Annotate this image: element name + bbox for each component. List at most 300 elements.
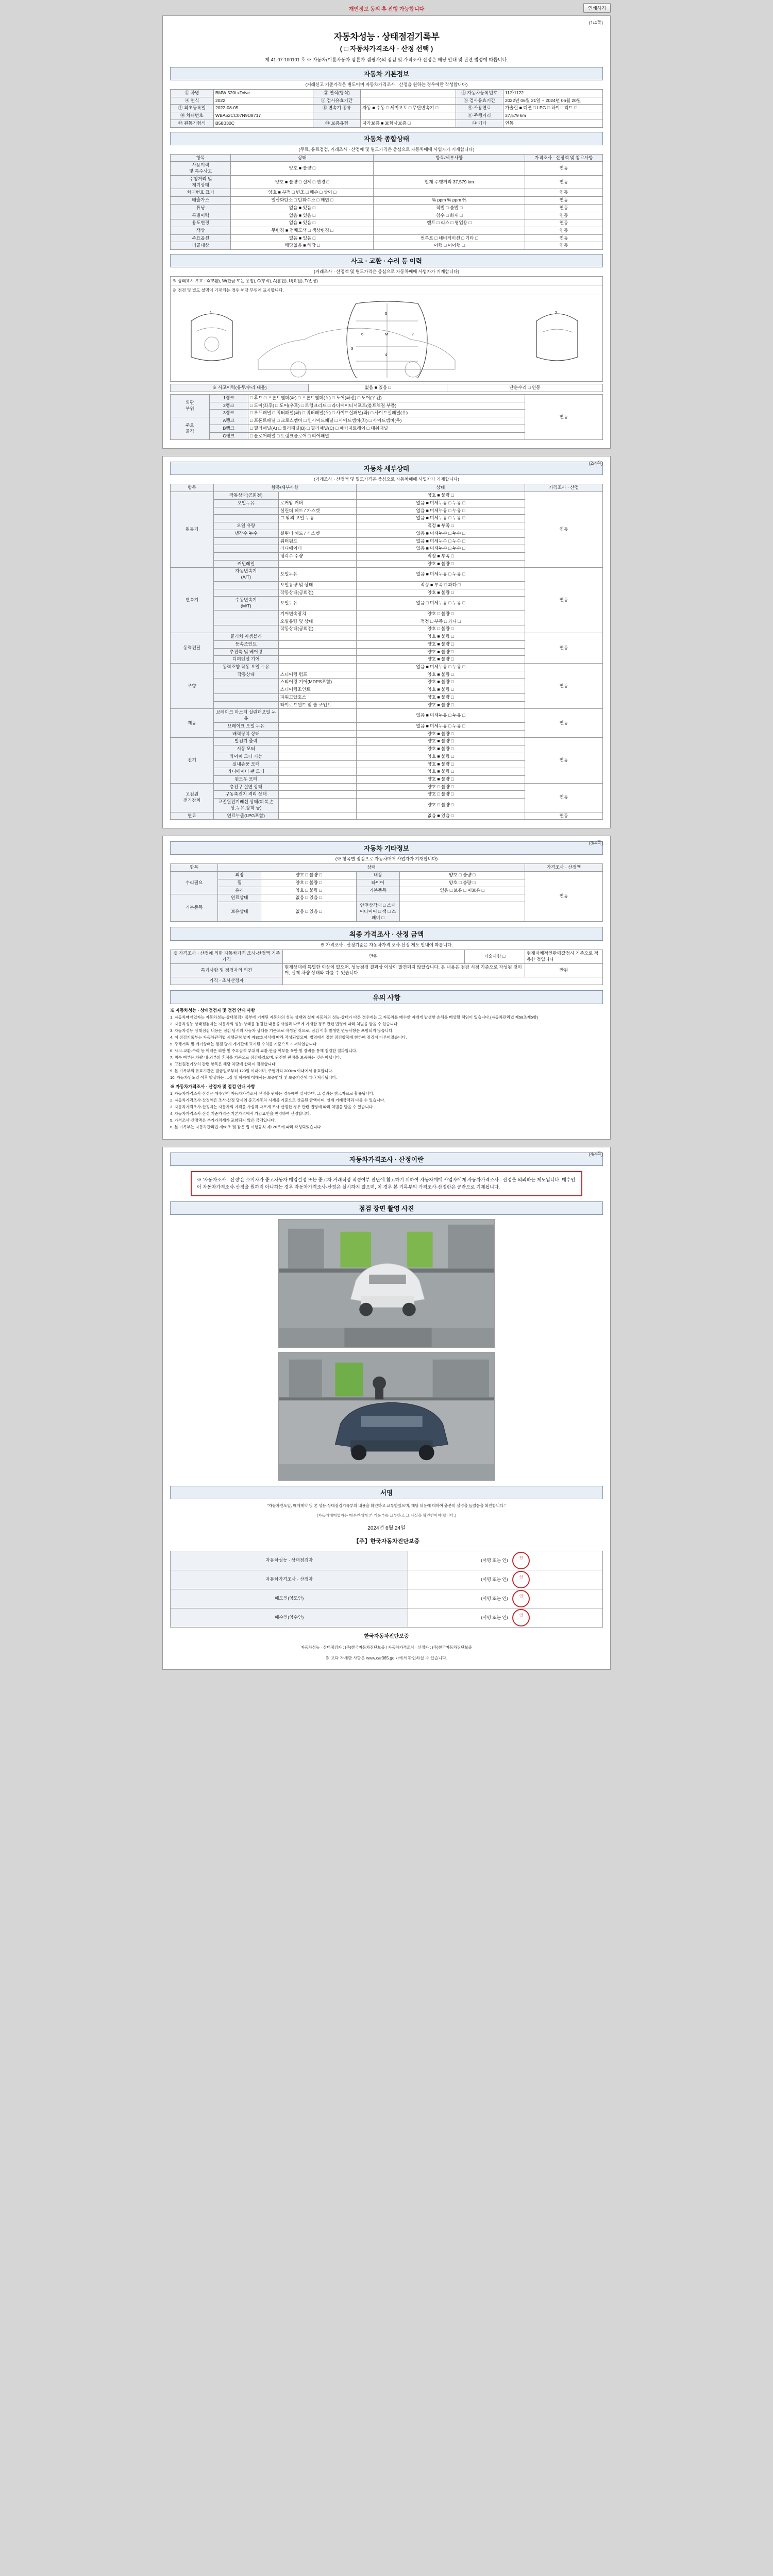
detail-subitem xyxy=(278,633,356,641)
detail-subitem xyxy=(278,640,356,648)
table-row xyxy=(171,663,603,671)
detail-subitem: 실린더 헤드 / 가스켓 xyxy=(278,530,356,537)
seal-icon: 인 xyxy=(512,1590,530,1607)
other-item-a: 보유상태 xyxy=(218,902,261,922)
notice-line: 6. 본 기록부는 자동차관리법 제58조 및 같은 법 시행규칙 제120조에 따라 작성되었습니다. xyxy=(170,1124,322,1129)
table-header-row xyxy=(171,484,603,492)
page-3 xyxy=(162,836,611,1140)
detail-item xyxy=(213,515,278,522)
notice-line: 1. 자동차가격조사·산정은 매수인이 자동차가격조사·산정을 원하는 경우에만 실시하며, 그 결과는 참고자료로 활용됩니다. xyxy=(170,1091,375,1096)
other-state-b xyxy=(399,902,525,922)
notice-line: 2. 자동차가격조사·산정액은 조사·산정 당시의 중고자동차 시세를 기준으로 산출된 금액이며, 실제 거래금액과 다를 수 있습니다. xyxy=(170,1097,385,1103)
price-note: 현재자체적인판매값정시 기준으로 적용한 것입니다 xyxy=(525,950,602,963)
detail-item: 윈도우 모터 xyxy=(213,776,278,784)
detail-item: 클러치 어셈블리 xyxy=(213,633,278,641)
page-number-2: (2/4쪽) xyxy=(589,461,603,466)
signer-signature: (서명 또는 인) 인 xyxy=(408,1570,603,1589)
detail-subitem xyxy=(278,492,356,500)
detail-item xyxy=(213,625,278,633)
part-items: □ 프론트패널 □ 크로스멤버 □ 인사이드패널 □ 사이드멤버(좌) □ 사이드멤버(우) xyxy=(248,417,525,425)
detail-item xyxy=(213,610,278,618)
parts-rank-table xyxy=(170,394,603,440)
price-section-title: 최종 가격조사 · 산정 금액 xyxy=(170,927,603,941)
other-group: 수리필요 xyxy=(171,872,218,894)
section-overall-state-title: 자동차 종합상태 xyxy=(170,132,603,145)
detail-subitem: 스티어링 펌프 xyxy=(278,671,356,679)
detail-subitem xyxy=(278,745,356,753)
detail-subitem: 스티어링조인트 xyxy=(278,686,356,694)
detail-subitem xyxy=(278,760,356,768)
detail-state: 양호 ■ 불량 □ xyxy=(356,633,525,641)
state-price: 연동 xyxy=(525,189,602,197)
notice-line: 4. 자동차가격조사·산정 기준가격은 기본가격에서 가감요인을 반영하여 산정합니다. xyxy=(170,1111,311,1116)
cell-value xyxy=(361,112,456,120)
detail-item xyxy=(213,686,278,694)
cell-value: 11가1122 xyxy=(503,90,603,97)
detail-subitem xyxy=(278,722,356,730)
col-head: 가격조사 · 산정액 및 참고사항 xyxy=(525,154,602,162)
state-item-name: 튜닝 xyxy=(171,204,231,212)
remark-value: 현재상태에 특별한 이상이 없으며, 성능점검 결과상 이상이 발견되지 않았습니다. 본 내용은 점검 시점 기준으로 작성된 것이며, 실제 차량 상태와 다를 수 있습니다. xyxy=(283,963,525,977)
detail-state: 양호 ■ 불량 □ xyxy=(356,640,525,648)
topbar-notice: 개인정보 동의 후 진행 가능합니다 xyxy=(348,6,425,12)
other-group: 기본품목 xyxy=(171,894,218,922)
detail-item: 디퍼렌셜 기어 xyxy=(213,656,278,664)
notice-line: 8. 고전원전기장치 관련 항목은 해당 차량에 한하여 점검합니다. xyxy=(170,1061,277,1066)
table-row xyxy=(171,90,603,97)
detail-state: 없음 ■ 있음 □ xyxy=(356,812,525,820)
state-detail: 적법 □ 불법 □ xyxy=(374,204,525,212)
photo-section-title: 점검 장면 촬영 사진 xyxy=(170,1201,603,1215)
page-subtitle: ( □ 자동차가격조사 · 산정 선택 ) xyxy=(340,45,433,53)
state-price: 연동 xyxy=(525,227,602,235)
car-diagram-canvas xyxy=(171,295,602,383)
notice-line: 5. 주행거리 및 계기상태는 점검 당시 계기판에 표시된 수치를 기준으로 기재하였습니다. xyxy=(170,1041,318,1046)
table-header-row xyxy=(171,864,603,872)
detail-state: 양호 ■ 불량 □ xyxy=(356,730,525,738)
section-accident-sub: (거래조사 · 산정액 및 별도가격은 중심으로 자동차매매 사업자가 기재합니다) xyxy=(314,269,459,275)
cell-value xyxy=(361,97,456,105)
table-row xyxy=(171,384,603,392)
other-item-a: 연료상태 xyxy=(218,894,261,902)
page-number-1: (1/4쪽) xyxy=(589,20,603,25)
signature-section-title: 서명 xyxy=(170,1486,603,1499)
other-item-b: 안전삼각대 □ 스페어타이어 □ 잭 □ 스패너 □ xyxy=(356,902,399,922)
detail-subitem xyxy=(278,799,356,812)
signature-date: 2024년 6월 24일 xyxy=(367,1525,406,1531)
section-other-info-title: 자동차 기타정보 xyxy=(170,841,603,855)
table-row xyxy=(171,783,603,791)
detail-subitem xyxy=(278,812,356,820)
detail-state: 양호 ■ 불량 □ xyxy=(356,671,525,679)
car-outline-svg xyxy=(171,295,603,378)
detail-state: 없음 ■ 미세누유 □ 누유 □ xyxy=(356,709,525,722)
seal-icon: 인 xyxy=(512,1571,530,1588)
detail-group: 조향 xyxy=(171,663,214,708)
table-header-row xyxy=(171,154,603,162)
table-row xyxy=(171,175,603,189)
detail-item: 와이퍼 모터 기능 xyxy=(213,753,278,760)
notice-line: 4. 이 점검기록부는 자동차관리법 시행규칙 별지 제82호서식에 따라 작성되었으며, 법령에서 정한 점검항목에 한하여 점검이 이루어졌습니다. xyxy=(170,1035,407,1040)
other-state-a: 양호 □ 불량 □ xyxy=(261,887,357,894)
table-row xyxy=(171,105,603,112)
detail-item: 시동 모터 xyxy=(213,745,278,753)
page-1 xyxy=(162,15,611,449)
table-row xyxy=(171,872,603,879)
detail-item: 수동변속기 (M/T) xyxy=(213,597,278,610)
photo-2-wrap xyxy=(278,1352,495,1481)
svg-text:3: 3 xyxy=(351,346,354,351)
part-rank: B랭크 xyxy=(209,425,248,432)
detail-state: 적정 ■ 부족 □ xyxy=(356,552,525,560)
other-state-b: 양호 □ 불량 □ xyxy=(399,872,525,879)
detail-item: 오일누유 xyxy=(213,499,278,507)
print-button[interactable]: 인쇄하기 xyxy=(583,3,611,13)
state-detail xyxy=(374,227,525,235)
section-overall-state-sub: (무료, 유료점검, 거래조사 · 산정에 및 별도가격은 중심으로 자동차매매 사업자가 기재합니다) xyxy=(298,146,475,152)
detail-item: 작동상태 xyxy=(213,671,278,679)
cell-label: ② 연식(형식) xyxy=(313,90,360,97)
other-item-a: 유리 xyxy=(218,887,261,894)
state-item-name: 사용이력 및 특수사고 xyxy=(171,162,231,175)
detail-group: 원동기 xyxy=(171,492,214,568)
signer-role: 자동차가격조사 · 산정자 xyxy=(171,1570,408,1589)
detail-subitem xyxy=(278,522,356,530)
detail-subitem: 파워고압호스 xyxy=(278,693,356,701)
detail-item: 브레이크 마스터 실린더오일 누유 xyxy=(213,709,278,722)
detail-state: 양호 □ 불량 □ xyxy=(356,799,525,812)
cell-label: ⑤ 검사유효기간 xyxy=(313,97,360,105)
other-state-a: 없음 □ 있음 □ xyxy=(261,902,357,922)
notice-line: 1. 자동차매매업자는 자동차성능·상태점검기록부에 기재된 자동차의 성능·상태와 실제 자동차의 성능·상태가 다른 경우에는 그 자동차를 매수한 자에게 발생한 손해를 배상할 책임이 있습니다.(자동차관리법 제58조제5항) xyxy=(170,1014,539,1020)
detail-state-table xyxy=(170,484,603,820)
detail-group: 변속기 xyxy=(171,568,214,633)
detail-state: 양호 ■ 불량 □ xyxy=(356,686,525,694)
detail-item xyxy=(213,507,278,515)
part-rank: C랭크 xyxy=(209,432,248,440)
seal-icon: 인 xyxy=(512,1552,530,1569)
detail-subitem: 실린더 헤드 / 가스켓 xyxy=(278,507,356,515)
state-value: 없음 ■ 있음 □ xyxy=(231,219,374,227)
col-head: 가격조사 · 산정 xyxy=(525,484,602,492)
detail-state: 없음 ■ 미세누수 □ 누수 □ xyxy=(356,545,525,553)
detail-item: 오일 유량 xyxy=(213,522,278,530)
accident-value: 없음 ■ 있음 □ xyxy=(309,384,447,392)
state-value: 없음 ■ 있음 □ xyxy=(231,212,374,219)
detail-item xyxy=(213,537,278,545)
state-item-name: 색상 xyxy=(171,227,231,235)
cell-value: 연동 xyxy=(503,120,603,127)
svg-text:2: 2 xyxy=(555,310,558,315)
svg-text:1: 1 xyxy=(210,310,212,315)
state-price: 연동 xyxy=(525,197,602,205)
detail-group: 전기 xyxy=(171,738,214,783)
detail-subitem: 오일누유 xyxy=(278,568,356,581)
part-rank: 3랭크 xyxy=(209,410,248,417)
state-item-name: 차대번호 표기 xyxy=(171,189,231,197)
cell-label: ⑭ 기타 xyxy=(456,120,503,127)
other-item-b: 내장 xyxy=(356,872,399,879)
state-item-name: 주행거리 및 계기상태 xyxy=(171,175,231,189)
detail-item: 작동상태(공회전) xyxy=(213,492,278,500)
detail-state: 적정 ■ 부족 □ xyxy=(356,522,525,530)
section-basic-info-title: 자동차 기본정보 xyxy=(170,67,603,80)
inspection-photo-2 xyxy=(278,1352,495,1481)
cell-value: 자동 ■ 수동 □ 세미오토 □ 무단변속기 □ xyxy=(361,105,456,112)
state-price: 연동 xyxy=(525,219,602,227)
detail-subitem: 냉각수 수량 xyxy=(278,552,356,560)
notice-line: 7. 침수 여부는 차량 내·외부의 흔적을 기준으로 점검하였으며, 완전한 판정을 보증하는 것은 아닙니다. xyxy=(170,1055,341,1060)
state-price: 연동 xyxy=(525,162,602,175)
notice-section xyxy=(170,990,603,1130)
detail-subitem: 오일유량 및 상태 xyxy=(278,581,356,589)
detail-state: 적정 ■ 부족 □ 과다 □ xyxy=(356,581,525,589)
detail-subitem: 작동상태(공회전) xyxy=(278,589,356,597)
detail-group: 동력전달 xyxy=(171,633,214,664)
detail-group: 고전원 전기장치 xyxy=(171,783,214,812)
detail-item xyxy=(213,693,278,701)
page-4 xyxy=(162,1147,611,1670)
state-value: 양호 ■ 부적 □ 변조 □ 훼손 □ 상이 □ xyxy=(231,189,374,197)
signer-role: 매도인(양도인) xyxy=(171,1589,408,1608)
table-row xyxy=(171,162,603,175)
cell-label: ③ 자동차등록번호 xyxy=(456,90,503,97)
overall-state-table xyxy=(170,154,603,250)
other-item-b xyxy=(356,894,399,902)
detail-price: 연동 xyxy=(525,633,602,664)
detail-state: 없음 ■ 미세누유 □ 누유 □ xyxy=(356,507,525,515)
topbar xyxy=(162,3,611,13)
table-row xyxy=(171,633,603,641)
cell-label: ⑨ 사용연료 xyxy=(456,105,503,112)
table-row xyxy=(171,189,603,197)
detail-state: 양호 ■ 불량 □ xyxy=(356,693,525,701)
detail-state: 양호 ■ 불량 □ xyxy=(356,656,525,664)
price-explain-title: 자동차가격조사 · 산정이란 xyxy=(170,1153,603,1166)
footer-link: ※ 보다 자세한 사항은 www.car365.go.kr에서 확인하실 수 있습니다. xyxy=(325,1655,448,1660)
detail-item: 구동축전지 격리 상태 xyxy=(213,791,278,799)
accident-price: 단순수리 □ 연동 xyxy=(447,384,602,392)
state-item-name: 리콜대상 xyxy=(171,242,231,250)
cell-label: ⑦ 최초등록일 xyxy=(171,105,214,112)
detail-subitem xyxy=(278,730,356,738)
detail-state: 없음 ■ 미세누유 □ 누유 □ xyxy=(356,722,525,730)
detail-subitem: 그 밖의 오일 누유 xyxy=(278,515,356,522)
detail-subitem xyxy=(278,738,356,745)
detail-item xyxy=(213,589,278,597)
state-price: 연동 xyxy=(525,204,602,212)
svg-text:4: 4 xyxy=(385,352,388,358)
page-title: 자동차성능 · 상태점검기록부 xyxy=(333,32,440,42)
part-items: □ 후드 □ 프론트휀더(좌) □ 프론트휀더(우) □ 도어(좌전) □ 도어(우전) xyxy=(248,394,525,402)
page-number-3: (3/4쪽) xyxy=(589,840,603,846)
inspection-photo-1 xyxy=(278,1219,495,1348)
signature-statement-2: (자동차매매업자는 매수인에게 본 기록부를 교부하고 그 사실을 확인받아야 합니다.) xyxy=(316,1513,457,1518)
table-row xyxy=(171,234,603,242)
doc-number-note: 제 41-07-100101 호 ※ 자동차(이륜자동차·삼륜차·캠핑카)의 점검 및 가격조사·산정은 해당 안내 및 관련 법령에 따릅니다. xyxy=(265,57,508,62)
table-row xyxy=(171,950,603,963)
detail-price: 연동 xyxy=(525,709,602,738)
state-value: 해당없음 ■ 해당 □ xyxy=(231,242,374,250)
detail-subitem xyxy=(278,648,356,656)
price-explain-warning: ※ '자동차조사 · 산정'은 소비자가 중고자동차 매입결정 또는 중고차 거래적정 적정여부 판단에 참고하기 위하여 자동차매매 사업자에게 자동차가격조사 · 산정을 의뢰하는 제도입니다. 매수인이 자동차가격조사·산정을 원하지 아니하는 경우 자동차가격조사·산정은 실시하지 않으며, 이 경우 본 기록부의 가격조사·산정란은 공란으로 기재됩니다. xyxy=(191,1171,582,1196)
table-row xyxy=(171,492,603,500)
detail-subitem: 로커암 커버 xyxy=(278,499,356,507)
state-value: 양호 ■ 불량 □ xyxy=(231,162,374,175)
state-detail: 침수 □ 화재 □ xyxy=(374,212,525,219)
detail-item: 동력조향 작동 오일 누유 xyxy=(213,663,278,671)
cell-value: B58B30C xyxy=(213,120,313,127)
detail-state: 양호 ■ 불량 □ xyxy=(356,560,525,568)
other-item-a: 외장 xyxy=(218,872,261,879)
price-label: ※ 가격조사 · 산정에 의한 자동차가격 조사·산정액 기준가격 xyxy=(171,950,283,963)
detail-subitem xyxy=(278,663,356,671)
detail-item: 배력장치 상태 xyxy=(213,730,278,738)
detail-state: 적정 □ 부족 □ 과다 □ xyxy=(356,618,525,625)
detail-price: 연동 xyxy=(525,783,602,812)
svg-text:6: 6 xyxy=(361,332,364,337)
notice-block-heading: ※ 자동차가격조사 · 산정자 및 점검 안내 사항 xyxy=(170,1083,255,1089)
cell-value: 2022년 06월 21일 ~ 2024년 06월 20일 xyxy=(503,97,603,105)
section-other-info-sub: (※ 항목별 점검으로 자동차매매 사업자가 기재합니다) xyxy=(335,856,438,862)
section-detail-state-title: 자동차 세부상태 xyxy=(170,462,603,475)
col-head: 항목/세부사항 xyxy=(213,484,356,492)
signer-signature: (서명 또는 인) 인 xyxy=(408,1589,603,1608)
state-item-name: 특별이력 xyxy=(171,212,231,219)
detail-state: 양호 ■ 불량 □ xyxy=(356,760,525,768)
detail-item: 등속조인트 xyxy=(213,640,278,648)
detail-state: 없음 ■ 미세누수 □ 누수 □ xyxy=(356,537,525,545)
detail-subitem: 오일누유 xyxy=(278,597,356,610)
detail-subitem xyxy=(278,656,356,664)
detail-item: 라디에이터 팬 모터 xyxy=(213,768,278,776)
detail-state: 양호 ■ 불량 □ xyxy=(356,753,525,760)
other-item-b: 기본품목 xyxy=(356,887,399,894)
signer-role: 자동차성능 · 상태점검자 xyxy=(171,1551,408,1570)
part-items: □ 도어(좌후) □ 도어(우후) □ 트렁크리드 □ 라디에이터서포트(볼트체결 부품) xyxy=(248,402,525,410)
seal-icon: 인 xyxy=(512,1609,530,1626)
state-item-name: 용도변경 xyxy=(171,219,231,227)
col-head: 항목 xyxy=(171,864,218,872)
detail-state: 양호 ■ 불량 □ xyxy=(356,738,525,745)
detail-item xyxy=(213,701,278,709)
state-value: 양호 ■ 불량 □ 실제 □ 변경 □ xyxy=(231,175,374,189)
state-item-name: 주요옵션 xyxy=(171,234,231,242)
state-detail: 현재 주행거리 37,579 km xyxy=(374,175,525,189)
detail-state: 없음 □ 미세누유 □ 누유 □ xyxy=(356,597,525,610)
other-item-b: 타이어 xyxy=(356,879,399,887)
table-row xyxy=(171,568,603,581)
detail-state: 양호 ■ 불량 □ xyxy=(356,701,525,709)
state-detail: % ppm % ppm % xyxy=(374,197,525,205)
other-state-b: 양호 □ 불량 □ xyxy=(399,879,525,887)
detail-state: 양호 ■ 불량 □ xyxy=(356,745,525,753)
detail-subitem xyxy=(278,560,356,568)
svg-text:M: M xyxy=(385,332,389,337)
cell-label: ⑬ 보증유형 xyxy=(313,120,360,127)
cell-value xyxy=(361,90,456,97)
diagram-legend-2: ※ 점검 및 별도 설명이 기재되는 경우 해당 부위에 표시합니다. xyxy=(171,286,602,295)
state-price: 연동 xyxy=(525,234,602,242)
detail-state: 양호 ■ 불량 □ xyxy=(356,679,525,686)
cell-label xyxy=(313,112,360,120)
col-head: 상태 xyxy=(218,864,525,872)
part-price: 연동 xyxy=(525,394,602,439)
table-row xyxy=(171,212,603,219)
state-detail xyxy=(374,189,525,197)
accident-label: ※ 사고이력(유무/수리 내용) xyxy=(171,384,309,392)
detail-price: 연동 xyxy=(525,492,602,568)
detail-group: 연료 xyxy=(171,812,214,820)
page-number-4: (4/4쪽) xyxy=(589,1151,603,1157)
table-row xyxy=(171,112,603,120)
other-state-b xyxy=(399,894,525,902)
detail-state: 없음 ■ 미세누유 □ 누유 □ xyxy=(356,499,525,507)
price-section-note: ※ 가격조사 · 산정기준은 자동차가격 조사·산정 제도 안내에 따릅니다. xyxy=(320,942,453,948)
org-address: 자동차성능 · 상태점검자 : (주)한국자동차진단보증 / 자동차가격조사 · 산정자 : (주)한국자동차진단보증 xyxy=(301,1645,472,1650)
detail-item xyxy=(213,679,278,686)
detail-item xyxy=(213,545,278,553)
notice-line: 9. 본 기록부의 유효기간은 발급일로부터 120일 이내이며, 주행거리 200km 이내에서 유효합니다. xyxy=(170,1068,333,1073)
price-table xyxy=(170,950,603,985)
detail-item: 연료누출(LPG포함) xyxy=(213,812,278,820)
table-row xyxy=(171,204,603,212)
table-row xyxy=(171,709,603,722)
detail-item xyxy=(213,618,278,625)
detail-item xyxy=(213,581,278,589)
detail-subitem xyxy=(278,709,356,722)
detail-state: 없음 ■ 미세누수 □ 누수 □ xyxy=(356,530,525,537)
part-rank: 1랭크 xyxy=(209,394,248,402)
notice-line: 3. 자동차가격조사·산정자는 자동차의 가격을 사실과 다르게 조사·산정한 경우 관련 법령에 따라 처벌을 받을 수 있습니다. xyxy=(170,1104,374,1109)
page-2 xyxy=(162,456,611,828)
detail-item: 브레이크 오일 누유 xyxy=(213,722,278,730)
part-items: □ 플로어패널 □ 트렁크플로어 □ 리어패널 xyxy=(248,432,525,440)
cell-value: WBA52CC07N9D8717 xyxy=(213,112,313,120)
detail-item: 발전기 출력 xyxy=(213,738,278,745)
cell-value: 2022 xyxy=(213,97,313,105)
state-item-name: 배출가스 xyxy=(171,197,231,205)
price-value: 만원 xyxy=(283,950,464,963)
other-state-b: 없음 □ 보유 □ 미보유 □ xyxy=(399,887,525,894)
cell-label: ④ 연식 xyxy=(171,97,214,105)
detail-state: 양호 ■ 불량 □ xyxy=(356,589,525,597)
state-price: 연동 xyxy=(525,212,602,219)
detail-subitem xyxy=(278,753,356,760)
state-detail: 렌트 □ 리스 □ 영업용 □ xyxy=(374,219,525,227)
notice-line: 10. 자동차인도일 이후 발생하는 고장 및 하자에 대해서는 보증범위 및 보증기간에 따라 처리됩니다. xyxy=(170,1075,338,1080)
detail-subitem: 스티어링 기어(MDPS포함) xyxy=(278,679,356,686)
detail-subitem xyxy=(278,768,356,776)
signer-signature: (서명 또는 인) 인 xyxy=(408,1608,603,1627)
cell-value: 가솔린 ■ 디젤 □ LPG □ 하이브리드 □ xyxy=(503,105,603,112)
cell-label: ① 차명 xyxy=(171,90,214,97)
other-state-a: 양호 □ 불량 □ xyxy=(261,879,357,887)
org-name: 한국자동차진단보증 xyxy=(364,1633,409,1639)
detail-item: 실내송풍 모터 xyxy=(213,760,278,768)
table-row xyxy=(171,977,603,985)
notice-block-heading: ※ 자동차성능 · 상태점검자 및 점검 안내 사항 xyxy=(170,1007,255,1013)
detail-state: 양호 □ 불량 □ xyxy=(356,625,525,633)
detail-price: 연동 xyxy=(525,812,602,820)
detail-state: 양호 ■ 불량 □ xyxy=(356,648,525,656)
remark-label: 특기사항 및 점검자의 의견 xyxy=(171,963,283,977)
signer-role: 매수인(양수인) xyxy=(171,1608,408,1627)
col-head: 항목 xyxy=(171,154,231,162)
detail-item: 냉각수 누수 xyxy=(213,530,278,537)
state-price: 연동 xyxy=(525,242,602,250)
price-flag: 기술사항 □ xyxy=(464,950,525,963)
